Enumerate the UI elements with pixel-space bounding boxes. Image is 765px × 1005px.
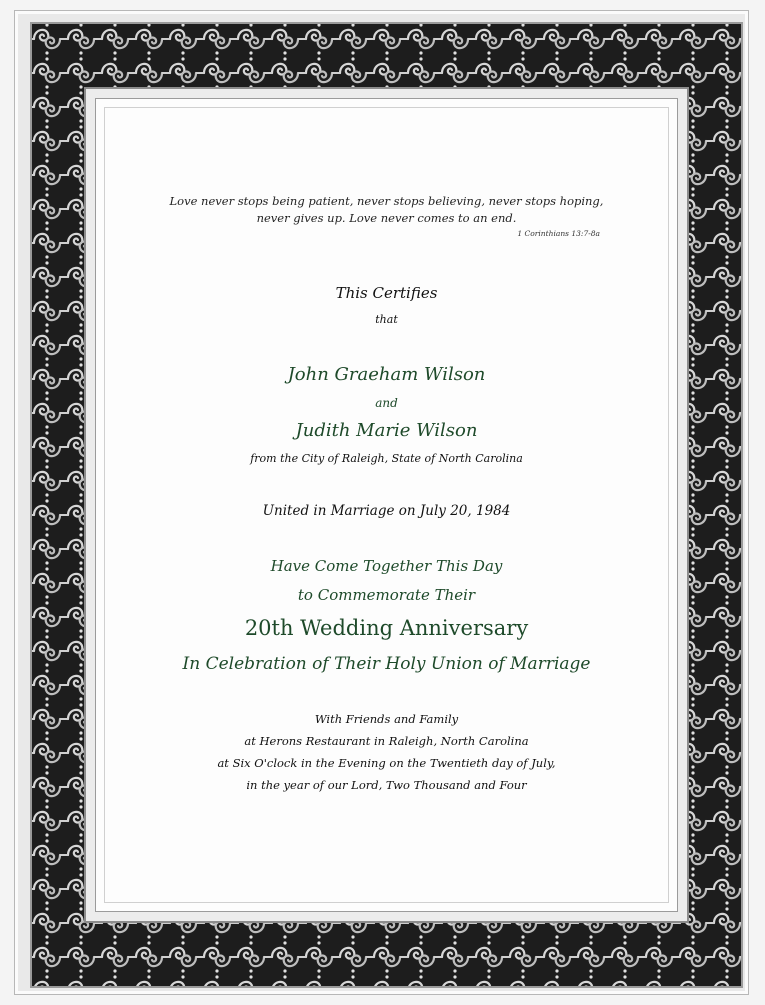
bride-name: Judith Marie Wilson [295,420,478,441]
celebration-line: In Celebration of Their Holy Union of Marriage [182,654,591,674]
certificate-text [95,98,678,912]
origin-line: from the City of Raleigh, State of North Carolina [250,452,523,465]
event-line-2: at Herons Restaurant in Raleigh, North Carolina [244,734,529,748]
together-line-1: Have Come Together This Day [270,557,503,575]
that-word: that [375,313,398,326]
verse-line-2: never gives up. Love never comes to an end. [256,211,517,225]
event-line-4: in the year of our Lord, Two Thousand and Four [246,778,527,792]
verse-citation: 1 Corinthians 13:7-8a [517,229,600,238]
event-line-1: With Friends and Family [314,712,459,726]
together-line-2: to Commemorate Their [297,586,476,604]
groom-name: John Graeham Wilson [287,364,486,385]
certifies-heading: This Certifies [335,284,438,302]
verse-line-1: Love never stops being patient, never stops believing, never stops hoping, [169,194,604,208]
event-line-3: at Six O'clock in the Evening on the Twentieth day of July, [217,756,556,770]
anniversary-title: 20th Wedding Anniversary [244,616,529,640]
and-word: and [375,396,398,410]
marriage-date-line: United in Marriage on July 20, 1984 [262,503,511,519]
